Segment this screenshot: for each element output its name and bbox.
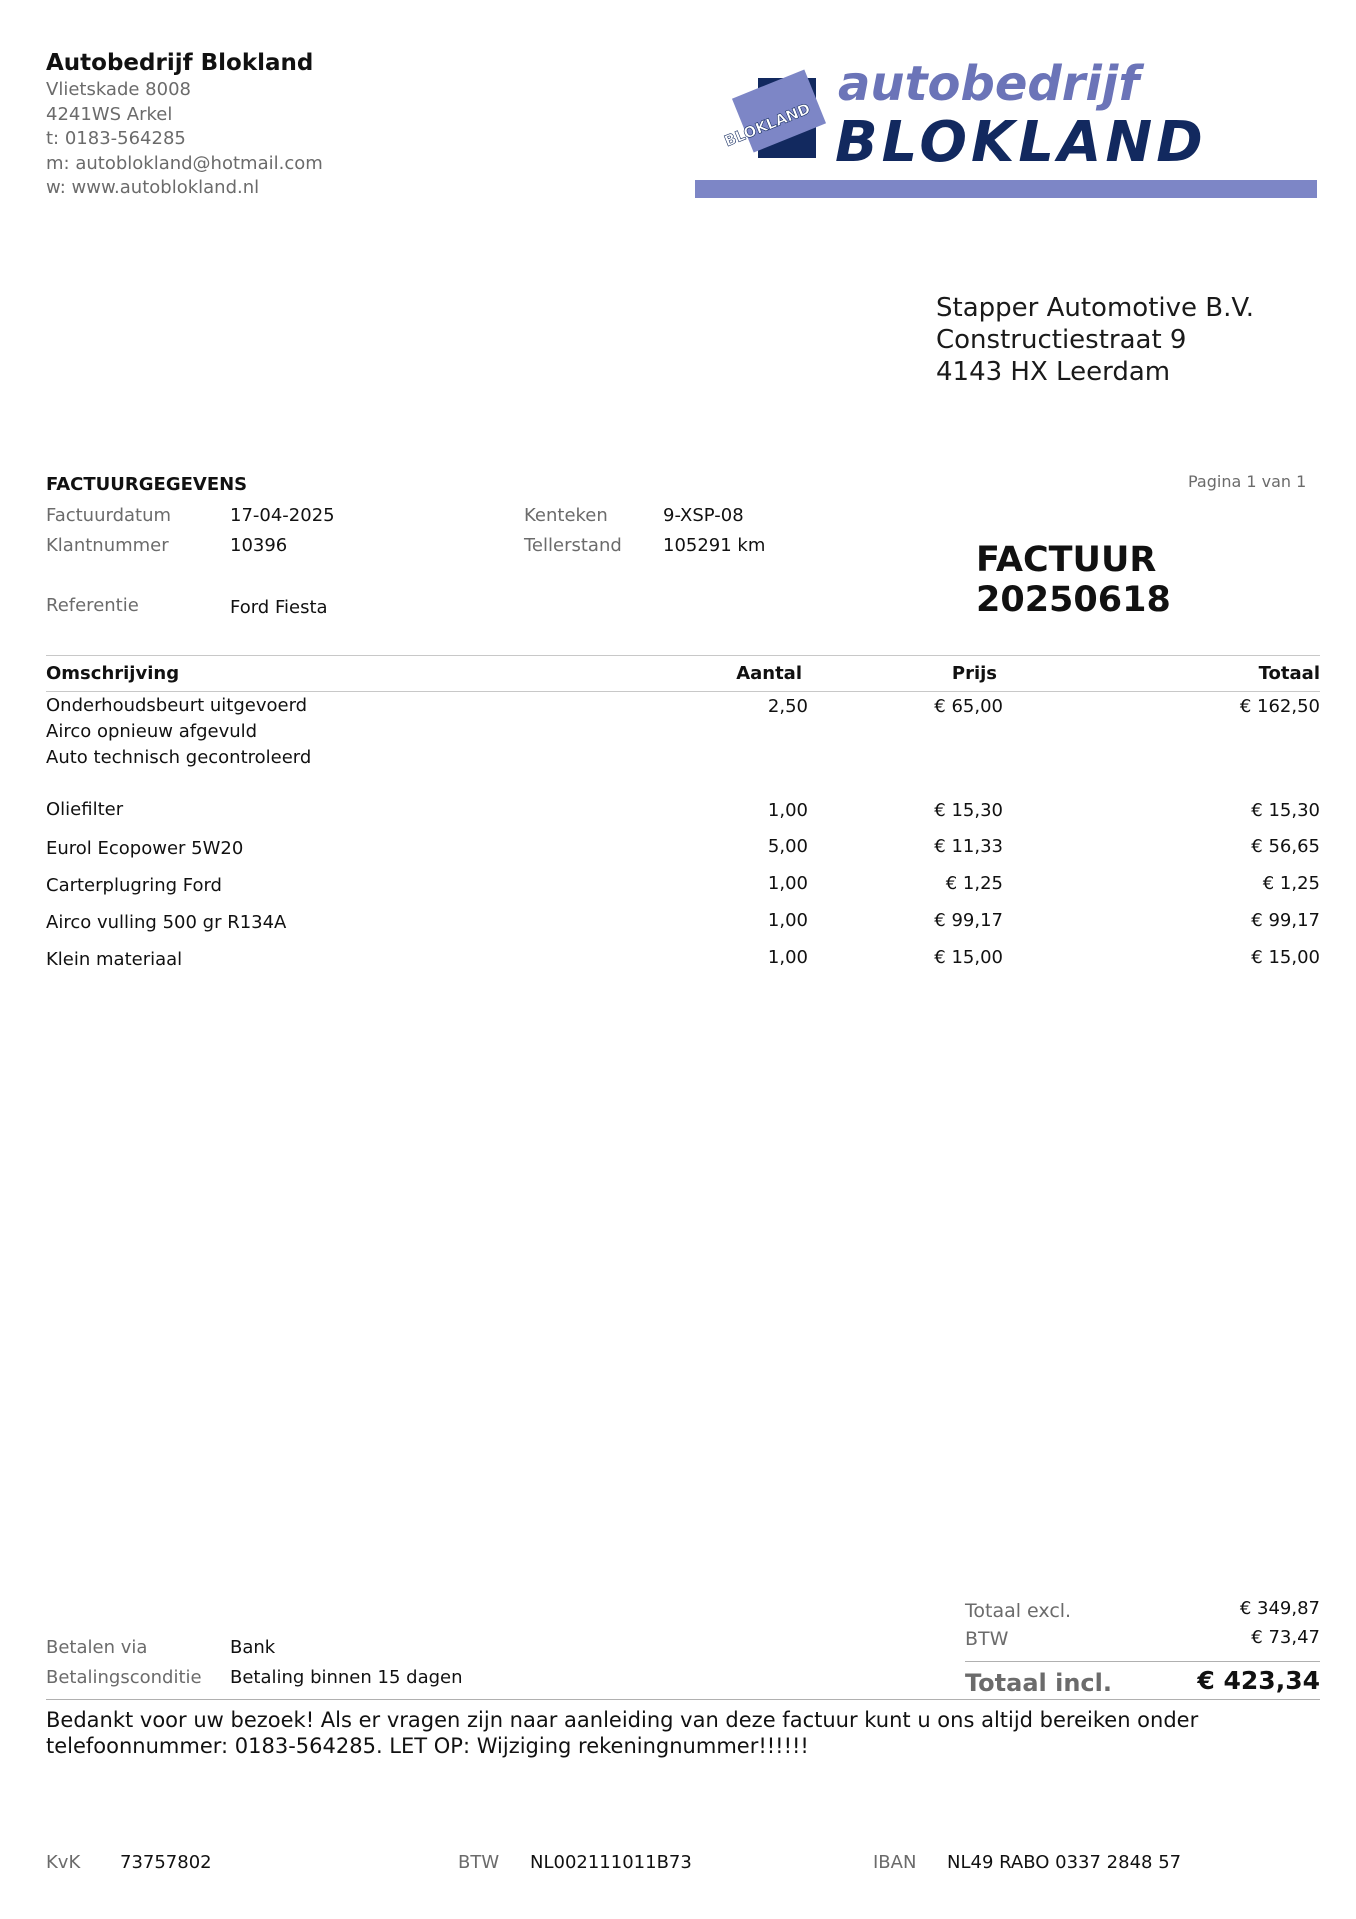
row-description [46,693,311,771]
company-name: Autobedrijf Blokland [46,50,314,76]
row-price: € 15,00 [934,947,1003,968]
row-total: € 15,30 [1251,800,1320,821]
iban-label: IBAN [873,1852,917,1873]
company-address-block [46,48,323,201]
reference-value: Ford Fiesta [230,597,328,618]
row-description: Oliefilter [46,799,124,820]
row-total: € 162,50 [1239,696,1320,717]
payment-terms-value: Betaling binnen 15 dagen [230,1667,463,1688]
payment-method-value: Bank [230,1637,276,1658]
license-plate-label: Kenteken [524,505,608,526]
license-plate-value: 9-XSP-08 [663,505,744,526]
page-number: Pagina 1 van 1 [1188,472,1307,491]
row-quantity: 2,50 [767,696,808,717]
vat-value: € 73,47 [1251,1627,1320,1648]
recipient-address-block [936,292,1254,388]
company-email: m: autoblokland@hotmail.com [46,152,323,174]
totals-divider [965,1661,1320,1662]
row-price: € 99,17 [934,910,1003,931]
invoice-details-heading: FACTUURGEGEVENS [46,474,248,495]
company-street: Vlietskade 8008 [46,79,191,100]
row-total: € 1,25 [1262,873,1320,894]
row-description: Eurol Ecopower 5W20 [46,838,244,859]
logo-wordmark-bottom: BLOKLAND [835,110,1207,175]
recipient-name: Stapper Automotive B.V. [936,293,1255,323]
company-logo [695,60,1317,200]
customer-number-value: 10396 [230,535,288,556]
row-description: Airco vulling 500 gr R134A [46,912,287,933]
row-price: € 65,00 [934,696,1003,717]
table-top-divider [46,655,1320,656]
row-price: € 15,30 [934,800,1003,821]
company-postal-city: 4241WS Arkel [46,103,173,125]
row-description-line: Onderhoudsbeurt uitgevoerd [46,695,308,716]
invoice-date-label: Factuurdatum [46,505,172,526]
column-header-quantity: Aantal [736,663,802,684]
payment-method-label: Betalen via [46,1637,148,1658]
row-quantity: 1,00 [767,947,808,968]
logo-underline-bar [695,180,1317,198]
row-total: € 15,00 [1251,947,1320,968]
reference-label: Referentie [46,595,139,616]
logo-wordmark-top: autobedrijf [838,60,1140,112]
odometer-label: Tellerstand [524,535,622,556]
odometer-value: 105291 km [663,535,766,556]
subtotal-excl-label: Totaal excl. [965,1600,1072,1622]
recipient-street: Constructiestraat 9 [936,325,1187,355]
column-header-total: Totaal [1258,663,1320,684]
subtotal-excl-value: € 349,87 [1239,1598,1320,1619]
payment-terms-label: Betalingsconditie [46,1667,202,1688]
recipient-city: 4143 HX Leerdam [936,357,1171,387]
row-quantity: 1,00 [767,910,808,931]
chamber-of-commerce-label: KvK [46,1852,81,1873]
company-website: w: www.autoblokland.nl [46,177,260,198]
chamber-of-commerce-number: 73757802 [120,1852,212,1873]
vat-number-value: NL002111011B73 [530,1852,692,1873]
table-row [46,693,1320,773]
payment-divider [46,1699,1320,1700]
column-header-price: Prijs [951,663,997,684]
row-total: € 56,65 [1251,836,1320,857]
total-incl-label: Totaal incl. [965,1669,1112,1697]
table-header-divider [46,691,1320,692]
vat-number-label: BTW [458,1852,500,1873]
row-quantity: 5,00 [767,836,808,857]
row-description-line: Auto technisch gecontroleerd [46,747,312,768]
row-quantity: 1,00 [767,800,808,821]
thank-you-message: Bedankt voor uw bezoek! Als er vragen zijn naar aanleiding van deze factuur kunt u ons altijd bereiken onder telefoonnummer: 0183-564285. LET OP: Wijziging rekeningnummer!!!!!! [46,1708,1199,1758]
row-total: € 99,17 [1251,910,1320,931]
row-description: Carterplugring Ford [46,875,222,896]
invoice-title: FACTUUR 20250618 [976,540,1171,620]
row-description-line: Airco opnieuw afgevuld [46,721,258,742]
iban-value: NL49 RABO 0337 2848 57 [947,1852,1182,1873]
row-price: € 11,33 [934,836,1003,857]
total-incl-value: € 423,34 [1197,1666,1320,1695]
row-price: € 1,25 [945,873,1003,894]
logo-badge-icon [722,70,826,158]
customer-number-label: Klantnummer [46,535,169,556]
row-description: Klein materiaal [46,949,183,970]
column-header-description: Omschrijving [46,663,180,684]
logo-badge-text: BLOKLAND [721,99,813,151]
vat-label: BTW [965,1628,1009,1650]
invoice-date-value: 17-04-2025 [230,505,335,526]
row-quantity: 1,00 [767,873,808,894]
company-phone: t: 0183-564285 [46,128,186,149]
